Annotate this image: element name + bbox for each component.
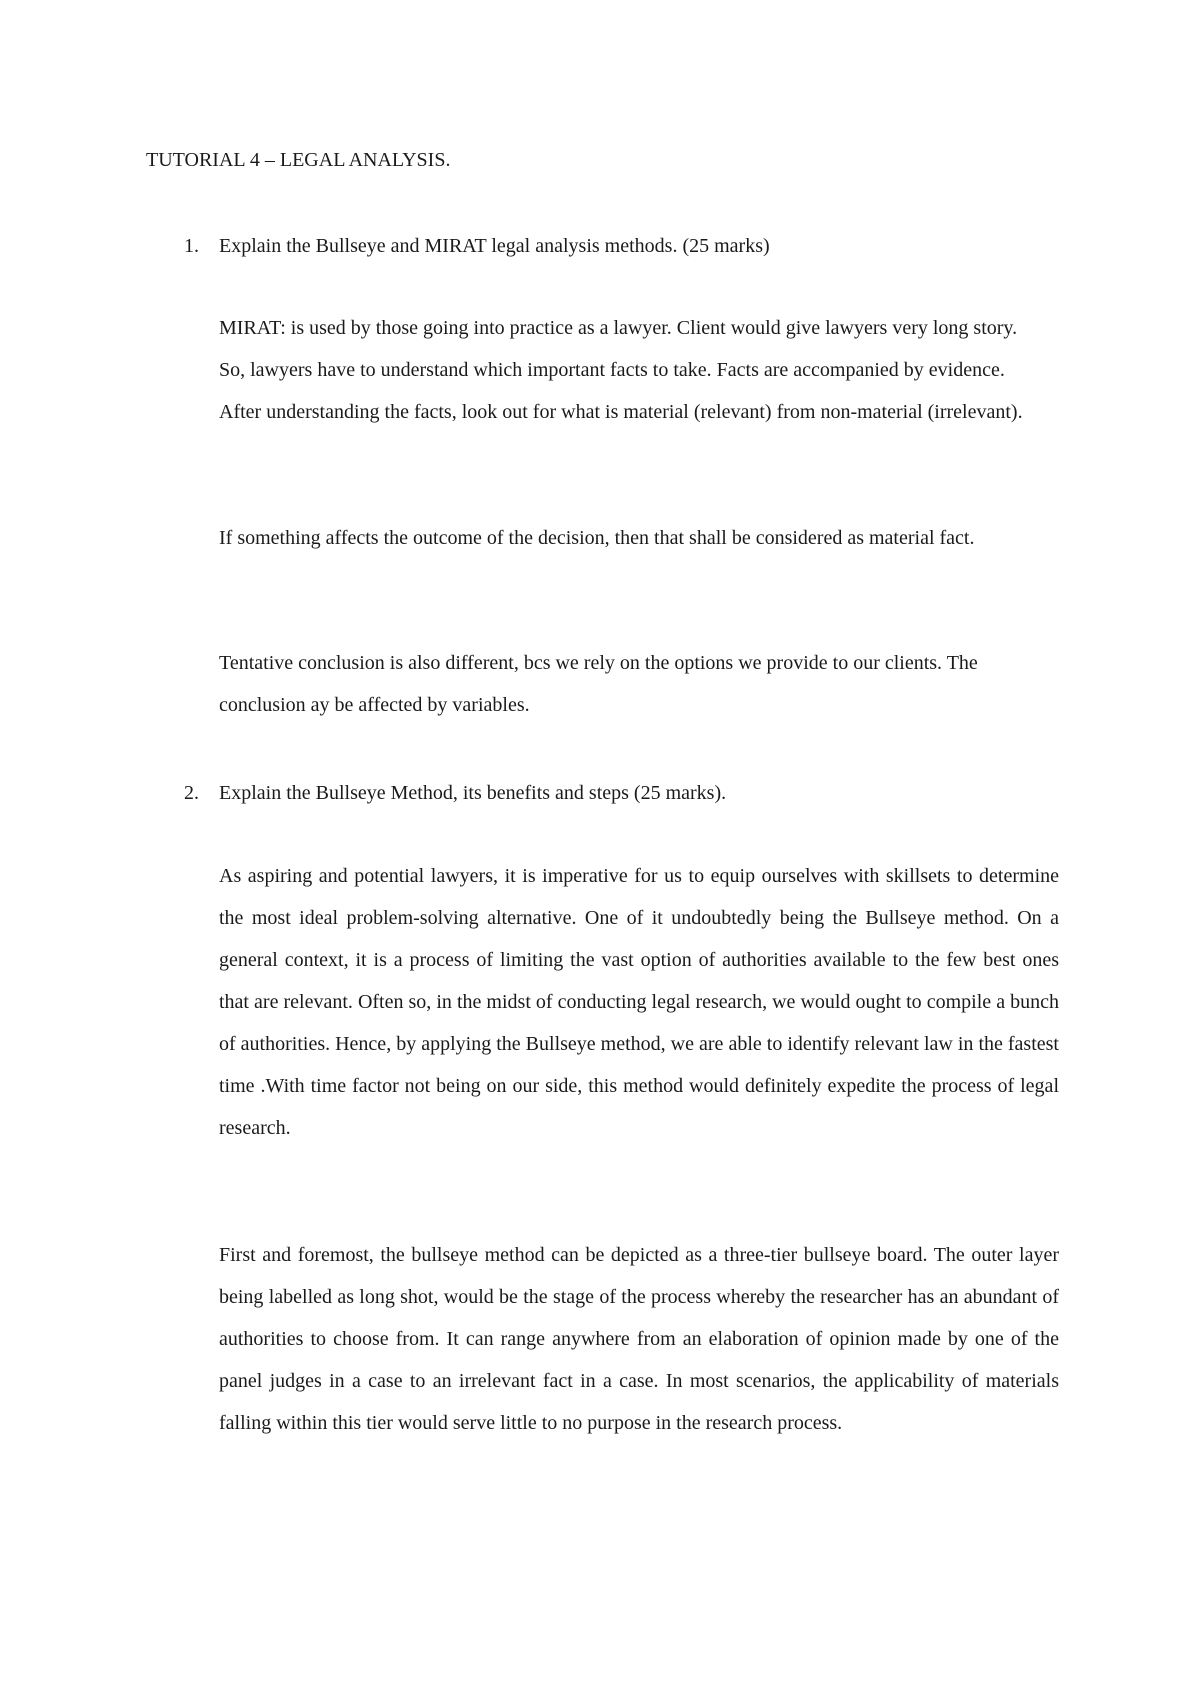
question-1-paragraph-3: Tentative conclusion is also different, bcs we rely on the options we provide to our clients. The conclusion ay be affected by variables. bbox=[219, 652, 978, 716]
question-2-text: Explain the Bullseye Method, its benefits and steps (25 marks). bbox=[219, 782, 727, 804]
question-1-text: Explain the Bullseye and MIRAT legal analysis methods. (25 marks) bbox=[219, 235, 770, 257]
question-1-paragraph-2: If something affects the outcome of the decision, then that shall be considered as material fact. bbox=[219, 527, 975, 549]
question-2-number: 2. bbox=[184, 782, 199, 804]
question-1-number: 1. bbox=[184, 235, 199, 257]
question-1-paragraph-1: MIRAT: is used by those going into practice as a lawyer. Client would give lawyers very long story. So, lawyers have to understand which important facts to take. Facts are accompanied by evidence. After understanding the facts, look out for what is material (relevant) from non-material (irrelevant). bbox=[219, 317, 1023, 423]
document-title: TUTORIAL 4 – LEGAL ANALYSIS. bbox=[146, 149, 451, 171]
question-2-paragraph-2: First and foremost, the bullseye method can be depicted as a three-tier bullseye board. The outer layer being labelled as long shot, would be the stage of the process whereby the researcher has an abundant of authorities to choose from. It can range anywhere from an elaboration of opinion made by one of the panel judges in a case to an irrelevant fact in a case. In most scenarios, the applicability of materials falling within this tier would serve little to no purpose in the research process. bbox=[219, 1244, 1059, 1434]
question-2-paragraph-1: As aspiring and potential lawyers, it is imperative for us to equip ourselves with skillsets to determine the most ideal problem-solving alternative. One of it undoubtedly being the Bullseye method. On a general context, it is a process of limiting the vast option of authorities available to the few best ones that are relevant. Often so, in the midst of conducting legal research, we would ought to compile a bunch of authorities. Hence, by applying the Bullseye method, we are able to identify relevant law in the fastest time .With time factor not being on our side, this method would definitely expedite the process of legal research. bbox=[219, 865, 1059, 1139]
